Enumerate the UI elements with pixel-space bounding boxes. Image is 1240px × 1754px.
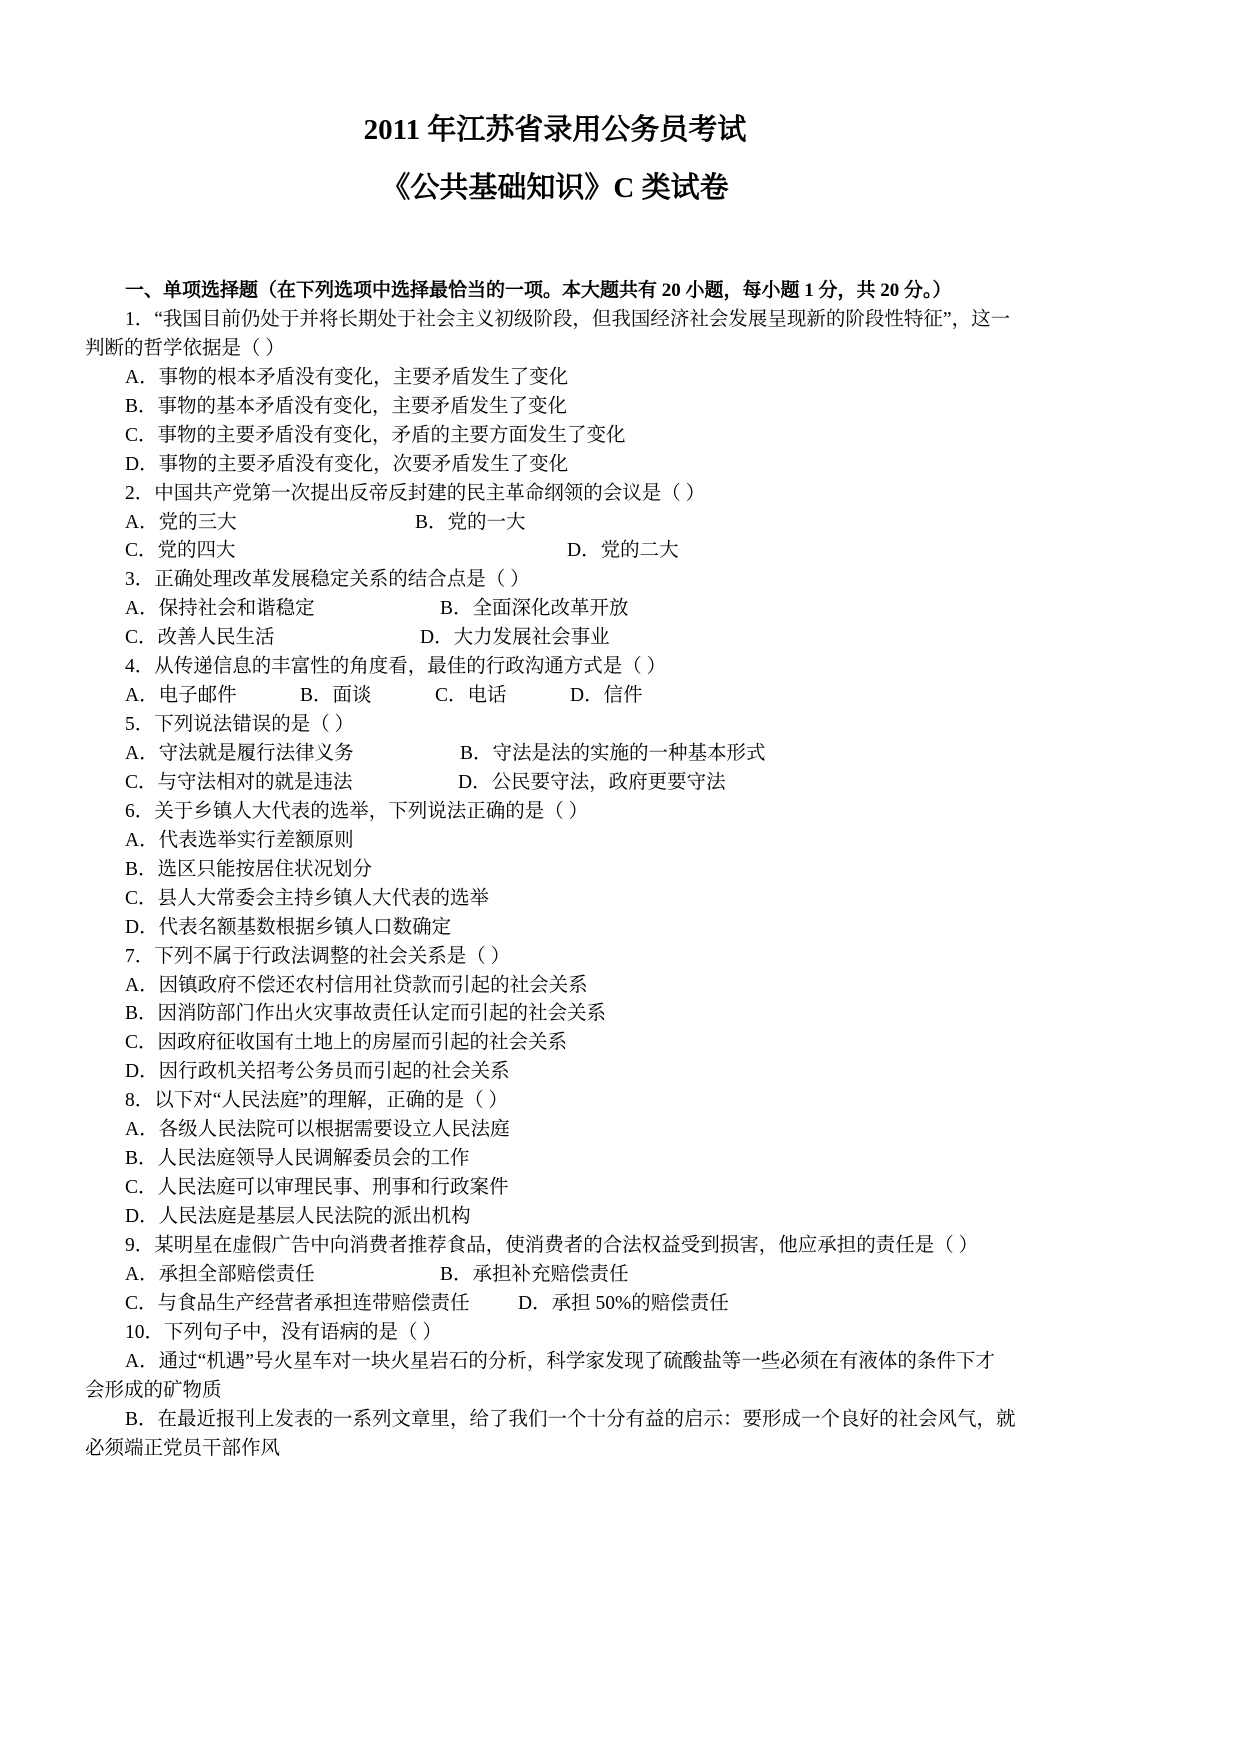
question-number: 10．	[125, 1321, 165, 1343]
option-10-b	[85, 1406, 1045, 1435]
option-label: D．	[125, 1061, 159, 1083]
option-8-b	[85, 1145, 1045, 1174]
option-10-b-continued	[85, 1435, 1045, 1464]
option-text: 人民法庭是基层人民法院的派出机构	[158, 1206, 471, 1227]
question-4	[85, 653, 1045, 682]
option-text: 保持社会和谐稳定	[158, 598, 315, 620]
question-stem: 以下对“人民法庭”的理解，正确的是（ ）	[154, 1090, 508, 1112]
option-text: 事物的根本矛盾没有变化，主要矛盾发生了变化	[158, 366, 569, 388]
option-text: 因政府征收国有土地上的房屋而引起的社会关系	[157, 1032, 568, 1054]
option-5-a	[125, 743, 354, 764]
option-text: 必须端正党员干部作风	[85, 1437, 281, 1459]
option-8-c	[85, 1174, 1045, 1203]
option-7-d	[85, 1058, 1045, 1087]
option-text: 党的二大	[600, 540, 679, 562]
question-1	[85, 306, 1045, 335]
options-row	[85, 740, 1045, 769]
question-stem: 正确处理改革发展稳定关系的结合点是（ ）	[154, 569, 530, 591]
question-stem: 判断的哲学依据是（ ）	[85, 337, 285, 359]
option-text: 代表选举实行差额原则	[158, 829, 354, 851]
option-9-a	[125, 1264, 315, 1285]
question-2	[85, 480, 1045, 509]
option-label: A．	[125, 1119, 159, 1141]
option-label: D．	[458, 771, 492, 793]
question-number: 7．	[125, 945, 155, 967]
question-3	[85, 566, 1045, 595]
option-text: 县人大常委会主持乡镇人大代表的选举	[157, 887, 490, 909]
option-text: 承担补充赔偿责任	[472, 1263, 629, 1285]
question-list	[85, 277, 1045, 1463]
option-4-a	[125, 685, 237, 706]
option-label: D．	[420, 627, 454, 649]
option-1-d	[85, 451, 1045, 480]
option-text: 信件	[603, 685, 643, 707]
option-label: B．	[440, 1263, 473, 1285]
question-stem: 某明星在虚假广告中向消费者推荐食品，使消费者的合法权益受到损害，他应承担的责任是（ ）	[154, 1234, 979, 1256]
option-label: B．	[125, 1003, 158, 1025]
question-number: 5．	[125, 714, 155, 736]
option-label: C．	[125, 887, 158, 909]
option-label: D．	[125, 453, 159, 475]
option-text: 与食品生产经营者承担连带赔偿责任	[157, 1292, 470, 1314]
option-text: 党的三大	[158, 511, 237, 533]
option-label: D．	[567, 540, 601, 562]
option-1-b	[85, 393, 1045, 422]
options-row	[85, 595, 1045, 624]
option-text: 守法就是履行法律义务	[158, 743, 354, 764]
question-stem: 下列句子中，没有语病的是（ ）	[164, 1321, 442, 1343]
question-number: 1．	[125, 308, 155, 330]
option-label: B．	[460, 743, 493, 764]
option-text: 因镇政府不偿还农村信用社贷款而引起的社会关系	[158, 974, 588, 996]
option-text: 选区只能按居住状况划分	[157, 858, 373, 880]
options-row	[85, 769, 1045, 798]
section-heading: 一、单项选择题（在下列选项中选择最恰当的一项。本大题共有 20 小题，每小题 1 分，共 20 分。）	[125, 280, 952, 301]
option-label: A．	[125, 511, 159, 533]
option-9-c	[125, 1293, 470, 1314]
option-text: 因行政机关招考公务员而引起的社会关系	[158, 1061, 510, 1083]
option-3-b	[440, 595, 629, 624]
option-label: A．	[125, 598, 159, 620]
option-1-c	[85, 422, 1045, 451]
option-text: 守法是法的实施的一种基本形式	[492, 743, 766, 764]
option-text: 与守法相对的就是违法	[157, 771, 353, 793]
options-row	[85, 1290, 1045, 1319]
option-label: C．	[435, 685, 468, 707]
option-5-d	[458, 769, 726, 798]
question-number: 3．	[125, 569, 155, 591]
question-10	[85, 1319, 1045, 1348]
option-text: 事物的主要矛盾没有变化，矛盾的主要方面发生了变化	[157, 424, 626, 446]
option-8-a	[85, 1116, 1045, 1145]
question-stem: 下列说法错误的是（ ）	[154, 714, 355, 736]
option-7-c	[85, 1029, 1045, 1058]
option-label: B．	[440, 598, 473, 620]
question-number: 9．	[125, 1234, 155, 1256]
question-stem: 下列不属于行政法调整的社会关系是（ ）	[154, 945, 511, 967]
option-4-c	[435, 682, 507, 711]
option-text: 公民要守法，政府更要守法	[491, 771, 726, 793]
question-stem: “我国目前仍处于并将长期处于社会主义初级阶段，但我国经济社会发展呈现新的阶段性特征”，这一	[154, 308, 1011, 330]
option-6-c	[85, 885, 1045, 914]
option-text: 承担 50%的赔偿责任	[551, 1292, 729, 1314]
option-text: 在最近报刊上发表的一系列文章里，给了我们一个十分有益的启示：要形成一个良好的社会风气，就	[157, 1408, 1016, 1430]
options-row	[85, 509, 1045, 538]
question-stem: 中国共产党第一次提出反帝反封建的民主革命纲领的会议是（ ）	[154, 482, 706, 504]
option-label: C．	[125, 627, 158, 649]
option-text: 面谈	[332, 685, 372, 707]
options-row	[85, 1261, 1045, 1290]
option-text: 通过“机遇”号火星车对一块火星岩石的分析，科学家发现了硫酸盐等一些必须在有液体的条件下才	[158, 1350, 995, 1372]
option-label: C．	[125, 540, 158, 562]
option-label: D．	[570, 685, 604, 707]
option-6-d	[85, 914, 1045, 943]
option-label: B．	[415, 511, 448, 533]
option-text: 事物的主要矛盾没有变化，次要矛盾发生了变化	[158, 453, 569, 475]
question-stem: 从传递信息的丰富性的角度看，最佳的行政沟通方式是（ ）	[154, 656, 667, 678]
options-row	[85, 537, 1045, 566]
option-9-b	[440, 1261, 629, 1290]
option-text: 代表名额基数根据乡镇人口数确定	[158, 916, 452, 938]
question-9	[85, 1232, 1045, 1261]
option-label: B．	[125, 1408, 158, 1430]
question-number: 2．	[125, 482, 155, 504]
option-label: A．	[125, 1350, 159, 1372]
option-text: 党的四大	[157, 540, 236, 562]
option-label: C．	[125, 1032, 158, 1054]
option-label: A．	[125, 1263, 159, 1285]
option-label: C．	[125, 1292, 158, 1314]
option-text: 各级人民法院可以根据需要设立人民法庭	[158, 1119, 510, 1141]
question-number: 8．	[125, 1090, 155, 1112]
option-5-b	[460, 740, 766, 769]
option-3-a	[125, 598, 315, 619]
option-text: 事物的基本矛盾没有变化，主要矛盾发生了变化	[157, 395, 568, 417]
question-number: 6．	[125, 800, 155, 822]
option-3-c	[125, 627, 275, 648]
option-label: D．	[125, 1206, 159, 1227]
option-label: D．	[125, 916, 159, 938]
option-5-c	[125, 772, 353, 793]
options-row	[85, 682, 1045, 711]
exam-subtitle: 《公共基础知识》C 类试卷	[381, 172, 729, 204]
question-number: 4．	[125, 656, 155, 678]
option-2-c	[125, 540, 236, 561]
question-stem: 关于乡镇人大代表的选举，下列说法正确的是（ ）	[154, 800, 589, 822]
option-6-a	[85, 827, 1045, 856]
option-2-d	[567, 537, 679, 566]
option-label: B．	[125, 858, 158, 880]
option-text: 全面深化改革开放	[472, 598, 629, 620]
option-6-b	[85, 856, 1045, 885]
option-7-b	[85, 1000, 1045, 1029]
question-5	[85, 711, 1045, 740]
option-9-d	[518, 1290, 729, 1319]
option-text: 电子邮件	[158, 685, 237, 707]
option-label: C．	[125, 424, 158, 446]
option-label: C．	[125, 1177, 158, 1199]
question-8	[85, 1087, 1045, 1116]
option-label: A．	[125, 829, 159, 851]
option-2-b	[415, 509, 526, 538]
option-2-a	[125, 512, 237, 533]
option-label: A．	[125, 743, 159, 764]
option-4-d	[570, 682, 643, 711]
option-7-a	[85, 972, 1045, 1001]
question-7	[85, 943, 1045, 972]
option-label: D．	[518, 1292, 552, 1314]
option-10-a-continued	[85, 1377, 1045, 1406]
option-text: 因消防部门作出火灾事故责任认定而引起的社会关系	[157, 1003, 607, 1025]
option-3-d	[420, 624, 610, 653]
option-text: 改善人民生活	[157, 627, 275, 649]
option-text: 电话	[467, 685, 507, 707]
exam-title: 2011 年江苏省录用公务员考试	[363, 114, 747, 146]
option-label: B．	[300, 685, 333, 707]
option-text: 会形成的矿物质	[85, 1379, 222, 1401]
option-text: 大力发展社会事业	[453, 627, 610, 649]
option-label: A．	[125, 974, 159, 996]
option-4-b	[300, 682, 372, 711]
option-label: B．	[125, 1148, 158, 1170]
option-text: 人民法庭领导人民调解委员会的工作	[157, 1148, 470, 1170]
options-row	[85, 624, 1045, 653]
question-6	[85, 798, 1045, 827]
option-text: 人民法庭可以审理民事、刑事和行政案件	[157, 1177, 509, 1199]
option-label: B．	[125, 395, 158, 417]
option-text: 承担全部赔偿责任	[158, 1263, 315, 1285]
option-text: 党的一大	[447, 511, 526, 533]
question-1-stem-continued	[85, 335, 1045, 364]
option-label: C．	[125, 771, 158, 793]
option-10-a	[85, 1348, 1045, 1377]
option-label: A．	[125, 685, 159, 707]
option-1-a	[85, 364, 1045, 393]
option-label: A．	[125, 366, 159, 388]
option-8-d	[85, 1203, 1045, 1232]
